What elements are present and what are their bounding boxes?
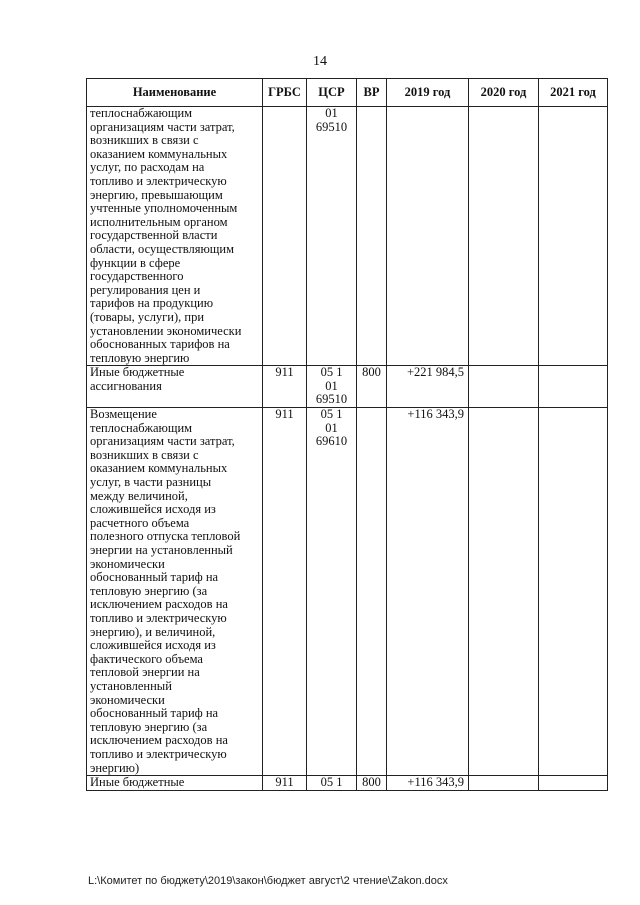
row-2019 [387,107,469,366]
row-grbs: 911 [263,366,307,408]
row-name: Возмещение теплоснабжающим организациям части затрат, возникших в связи с оказанием коммунальных услуг, в части разницы между величиной, сложившейся исходя из расчетного объема полезного отпуска тепловой энергии на установленный экономически обоснованный тариф на тепловую энергию (за исключением расходов на топливо и электрическую энергию), и величиной, сложившейся исходя из фактического объема тепловой энергии на установленный экономически обоснованный тариф на тепловую энергию (за исключением расходов на топливо и электрическую энергию) [87,408,263,776]
header-vr: ВР [357,79,387,107]
row-2019: +116 343,9 [387,776,469,791]
row-2020 [469,366,539,408]
row-2020 [469,776,539,791]
header-2019: 2019 год [387,79,469,107]
page-number: 14 [313,54,327,69]
row-grbs: 911 [263,776,307,791]
footer-file-path: L:\Комитет по бюджету\2019\закон\бюджет август\2 чтение\Zakon.docx [88,875,448,887]
header-2020: 2020 год [469,79,539,107]
row-vr [357,107,387,366]
row-grbs [263,107,307,366]
row-csr: 05 1 01 69610 [307,408,357,776]
row-2021 [539,408,608,776]
row-csr: 05 1 01 69510 [307,366,357,408]
row-name: теплоснабжающим организациям части затрат, возникших в связи с оказанием коммунальных услуг, по расходам на топливо и электрическую энергию, превышающим учтенные уполномоченным исполнительным органом государственной власти области, осуществляющим функции в сфере государственного регулирования цен и тарифов на продукцию (товары, услуги), при установлении экономически обоснованных тарифов на тепловую энергию [87,107,263,366]
row-2021 [539,366,608,408]
row-grbs: 911 [263,408,307,776]
row-2021 [539,776,608,791]
row-name: Иные бюджетные [87,776,263,791]
row-name: Иные бюджетные ассигнования [87,366,263,408]
table-row [87,776,608,791]
row-2020 [469,408,539,776]
row-vr: 800 [357,366,387,408]
row-csr: 05 1 [307,776,357,791]
row-vr [357,408,387,776]
table-header-row [87,79,608,107]
table-row [87,107,608,366]
header-grbs: ГРБС [263,79,307,107]
table-row [87,408,608,776]
row-2019: +221 984,5 [387,366,469,408]
row-vr: 800 [357,776,387,791]
row-csr: 01 69510 [307,107,357,366]
row-2021 [539,107,608,366]
header-2021: 2021 год [539,79,608,107]
row-2019: +116 343,9 [387,408,469,776]
header-csr: ЦСР [307,79,357,107]
table-row [87,366,608,408]
budget-table [86,78,608,791]
row-2020 [469,107,539,366]
header-name: Наименование [87,79,263,107]
